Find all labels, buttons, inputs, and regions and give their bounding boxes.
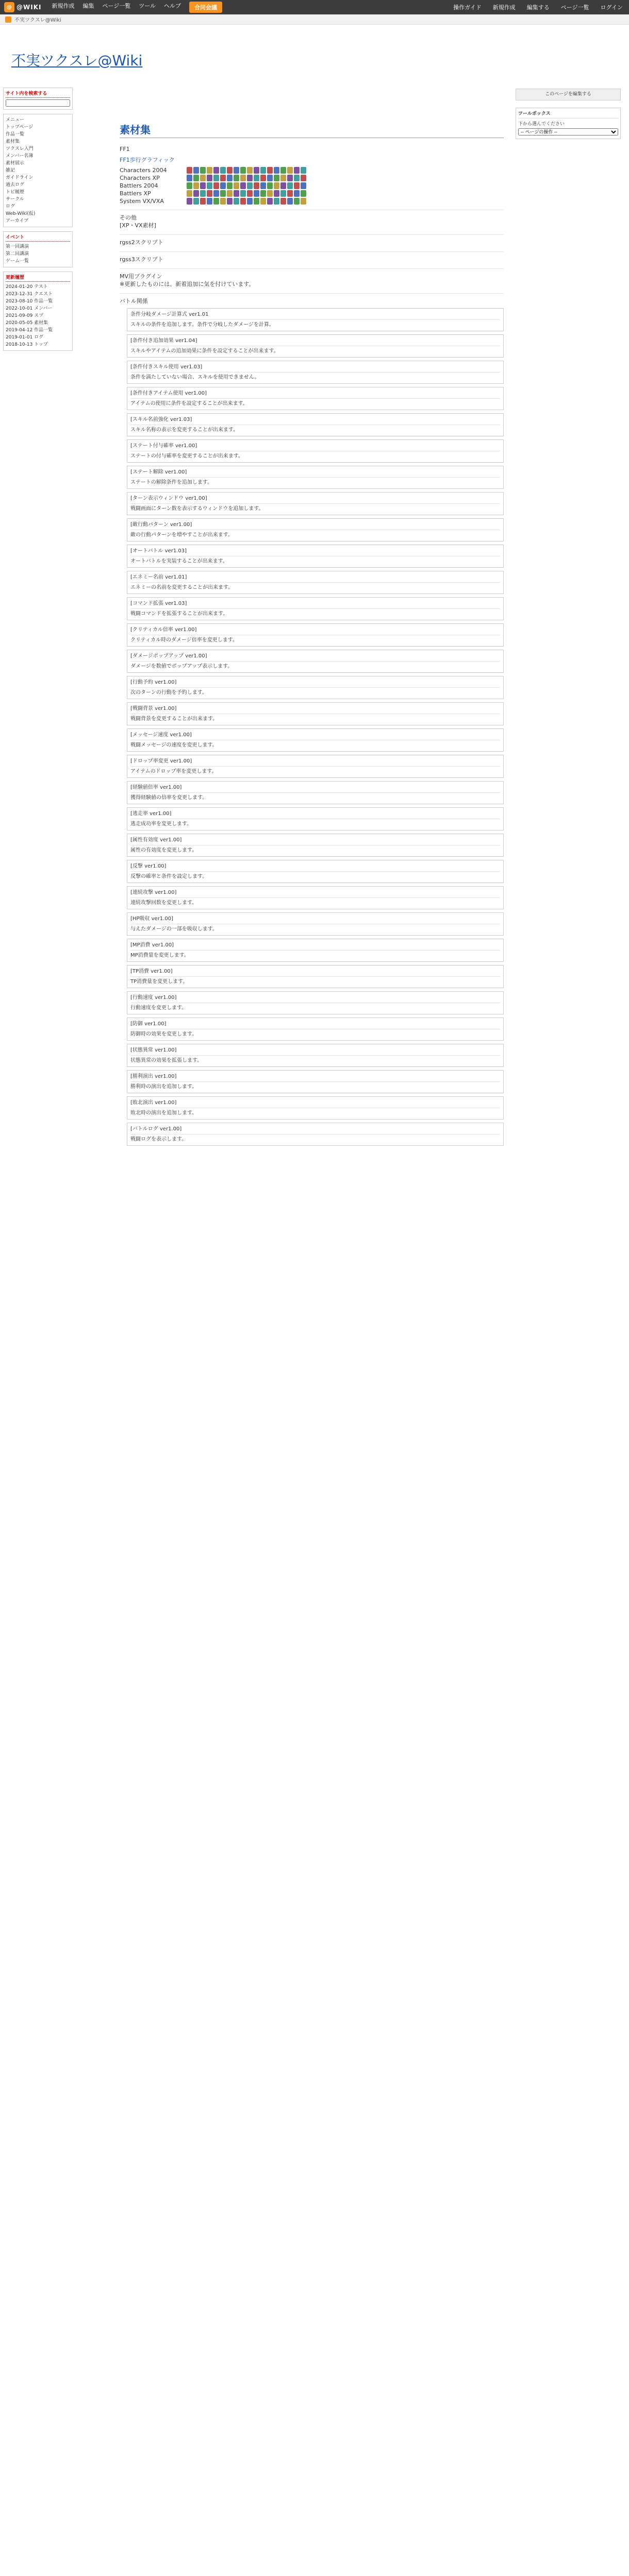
script-title[interactable]: [MP消費 ver1.00] [130,941,500,951]
script-item [127,545,504,568]
script-desc: 獲得経験値の倍率を変更します。 [130,795,208,801]
sprite-icon [187,175,192,181]
history-box [3,272,73,351]
history-item[interactable]: 2023-08-10 作品一覧 [6,299,53,304]
search-input[interactable] [6,99,70,107]
script-desc: 勝利時の演出を追加します。 [130,1084,197,1090]
script-item [127,834,504,857]
character-label: System VX/VXA [120,198,164,205]
history-item[interactable]: 2018-10-13 トップ [6,342,48,347]
script-item [127,991,504,1014]
sprite-icon [294,198,300,205]
script-desc: クリティカル時のダメージ倍率を変更します。 [130,637,238,643]
script-item [127,308,504,331]
script-title[interactable]: [戦闘背景 ver1.00] [130,705,500,714]
nav-item[interactable]: 作品一覧 [6,132,25,137]
character-row [120,167,504,174]
sprite-icon [254,167,259,174]
sprite-icon [240,175,246,181]
sprite-icon [254,198,259,205]
character-rows [120,167,504,205]
script-desc: 連続攻撃回数を変更します。 [130,900,197,906]
sprite-icon [280,175,286,181]
sprite-icon [227,175,233,181]
event-list [6,243,70,265]
script-item [127,1044,504,1067]
sprite-icon [200,198,206,205]
top-bar [0,0,629,14]
sprite-icon [254,175,259,181]
nav-item[interactable]: 素材集 [6,139,20,144]
nav-item[interactable]: Web-Wiki(仮) [6,211,36,216]
script-title[interactable]: [条件付き追加効果 ver1.04] [130,337,500,346]
sprite-icon [240,198,246,205]
script-title[interactable]: [行動速度 ver1.00] [130,994,500,1003]
character-row [120,182,504,189]
sprite-icon [254,190,259,197]
menu-pages[interactable]: ページ一覧 [102,3,131,9]
sprite-icon [267,182,273,189]
script-item [127,781,504,804]
event-title: イベント [6,234,70,242]
ff1-link[interactable]: FF1歩行グラフィック [120,157,175,163]
script-item [127,623,504,647]
script-title[interactable]: [クリティカル倍率 ver1.00] [130,626,500,635]
sprite-icon [207,190,212,197]
section-rgss3: rgss3スクリプト [120,251,504,263]
sprite-icon [187,167,192,174]
page-action-select[interactable] [518,128,618,135]
sprite-icon [274,182,279,189]
script-title[interactable]: [コマンド拡張 ver1.03] [130,600,500,609]
script-desc: 防御時の効果を変更します。 [130,1031,197,1037]
sprite-icon [200,182,206,189]
section-mv: MV用プラグイン [120,268,504,280]
sprite-icon [294,182,300,189]
sprite-icon [234,167,239,174]
script-title[interactable]: [メッセージ速度 ver1.00] [130,731,500,740]
nav-item[interactable]: ログ [6,204,15,209]
nav-item[interactable]: 過去ログ [6,182,25,188]
script-title[interactable]: [ダメージポップアップ ver1.00] [130,652,500,662]
search-box [3,88,73,110]
script-title[interactable]: [スキル名前強化 ver1.03] [130,416,500,425]
history-item[interactable]: 2022-10-01 メンバー [6,306,53,311]
script-title[interactable]: [敵行動パターン ver1.00] [130,521,500,530]
script-desc: 行動速度を変更します。 [130,1005,187,1011]
nav-item[interactable]: トップページ [6,125,34,130]
search-title: サイト内を検索する [6,90,70,98]
nav-item[interactable]: サークル [6,197,24,202]
sprite-icon [301,198,306,205]
script-title[interactable]: [条件付きスキル使用 ver1.03] [130,363,500,372]
script-title[interactable]: [エネミー名前 ver1.01] [130,573,500,583]
right-bar [516,89,621,139]
sprite-icon [234,175,239,181]
script-item [127,1123,504,1146]
menu-tools[interactable]: ツール [139,3,156,9]
sprite-icon [260,175,266,181]
script-title[interactable]: [経験値倍率 ver1.00] [130,784,500,793]
toolbox-panel [516,108,621,139]
history-title: 更新履歴 [6,274,70,282]
script-item [127,807,504,831]
atwiki-logo-icon[interactable]: @ [4,2,14,12]
sprite-icon [213,175,219,181]
history-list [6,283,70,348]
site-title[interactable]: 不実ツクスレ@Wiki [11,52,143,69]
script-title[interactable]: [条件付きアイテム使用 ver1.00] [130,389,500,399]
script-title[interactable]: [ステート付与確率 ver1.00] [130,442,500,451]
script-desc: ステートの付与確率を変更することが出来ます。 [130,453,243,459]
script-title[interactable]: [ターン表示ウィンドウ ver1.00] [130,495,500,504]
character-label: Battlers 2004 [120,182,158,189]
section-rgss2: rgss2スクリプト [120,234,504,246]
sprite-icon [213,167,219,174]
sprite-icon [274,198,279,205]
top-menu [52,2,230,13]
sprite-icon [187,198,192,205]
script-item [127,860,504,883]
event-item[interactable]: 第二回講演 [6,251,29,257]
top-right-menu [442,3,623,11]
script-item [127,755,504,778]
sprite-icon [267,198,273,205]
sprite-icon [207,167,212,174]
script-desc: アイテムの使用に条件を設定することが出来ます。 [130,401,248,406]
script-item [127,466,504,489]
sprite-icon [287,175,293,181]
sprite-icon [247,198,253,205]
sub-site-name[interactable]: 不実ツクスレ@Wiki [14,18,61,23]
sprite-icon [193,167,199,174]
brand-name[interactable]: @WIKI [16,4,42,11]
script-desc: 属性の有効度を変更します。 [130,848,197,853]
script-item [127,597,504,620]
script-desc: 戦闘背景を変更することが出来ます。 [130,716,218,722]
sprite-icon [227,167,233,174]
sprite-icon [260,198,266,205]
script-item [127,1070,504,1093]
sprite-icon [267,167,273,174]
sprite-icon [301,167,306,174]
script-desc: スキルやアイテムの追加効果に条件を設定することが出来ます。 [130,348,279,354]
script-desc: スキルの条件を追加します。条件で分岐したダメージを計算。 [130,322,274,328]
event-item[interactable]: 第一回講演 [6,244,29,249]
new-link[interactable]: 新規作成 [492,4,516,11]
history-item[interactable]: 2024-01-20 テスト [6,284,48,290]
script-title[interactable]: [バトルログ ver1.00] [130,1125,500,1134]
script-desc: MP消費量を変更します。 [130,953,189,958]
update-note: ※更新したものには、新着追加に気を付けています。 [120,281,255,287]
script-title[interactable]: [オートバトル ver1.03] [130,547,500,556]
sprite-icon [287,198,293,205]
script-list [120,308,504,1146]
sprite-icon [301,182,306,189]
script-desc: TP消費量を変更します。 [130,979,188,985]
toolbox-title: ツールボックス [518,110,618,118]
script-item [127,676,504,699]
nav-item[interactable]: トピ履歴 [6,190,25,195]
script-item [127,702,504,725]
sprite-icon [220,198,226,205]
script-desc: 敵の行動パターンを増やすことが出来ます。 [130,532,233,538]
sprite-icon [267,190,273,197]
script-title[interactable]: 条件分岐ダメージ計算式 ver1.01 [130,311,500,320]
script-item [127,439,504,463]
sprite-icon [240,182,246,189]
nav-item[interactable]: メニュー [6,117,25,123]
history-item[interactable]: 2023-12-31 クエスト [6,292,53,297]
script-item [127,728,504,752]
script-item [127,912,504,936]
sprite-icon [213,182,219,189]
script-desc: 次のターンの行動を予約します。 [130,690,207,696]
script-item [127,1018,504,1041]
event-item[interactable]: ゲーム一覧 [6,259,29,264]
script-desc: 戦闘メッセージの速度を変更します。 [130,742,218,748]
sprite-icon [200,190,206,197]
script-desc: ステートの解除条件を追加します。 [130,480,212,485]
section-ff1: FF1 [120,146,130,152]
script-desc: スキル名称の表示を変更することが出来ます。 [130,427,239,433]
script-title[interactable]: [勝利演出 ver1.00] [130,1073,500,1082]
sprite-icon [220,182,226,189]
script-desc: 敗北時の演出を追加します。 [130,1110,197,1116]
section-other: その他 [120,210,504,222]
sprite-icon [227,198,233,205]
history-item[interactable]: 2019-04-12 作品一覧 [6,328,53,333]
sprite-icon [213,198,219,205]
sprite-icon [207,182,212,189]
sprite-icon [274,167,279,174]
sprite-icon [260,190,266,197]
script-title[interactable]: [状態異常 ver1.00] [130,1046,500,1056]
nav-item[interactable]: ツクスレ入門 [6,146,34,151]
sprite-icon [294,167,300,174]
menu-help[interactable]: ヘルプ [164,3,181,9]
script-desc: 戦闘画面にターン数を表示するウィンドウを追加します。 [130,506,264,512]
sprite-icon [213,190,219,197]
sprite-icon [187,190,192,197]
script-item [127,1096,504,1120]
sprite-icon [247,182,253,189]
script-title[interactable]: [ドロップ率変更 ver1.00] [130,757,500,767]
sprite-icon [193,198,199,205]
edit-page-button[interactable]: このページを編集する [516,89,621,100]
history-item[interactable]: 2021-09-09 スプ [6,313,44,318]
menu-box [3,114,73,227]
site-icon [5,16,11,23]
edit-link[interactable]: 編集する [526,4,550,11]
guide-link[interactable]: 操作ガイド [453,4,482,11]
sprite-icon [247,167,253,174]
sprite-icon [234,182,239,189]
sprite-icon [187,182,192,189]
nav-item[interactable]: メンバー名簿 [6,154,34,159]
script-item [127,387,504,410]
main-content [120,122,504,1149]
nav-item[interactable]: アーカイブ [6,218,29,224]
pages-link[interactable]: ページ一覧 [560,4,589,11]
sprite-icon [301,175,306,181]
script-desc: 条件を満たしていない場合、スキルを使用できません。 [130,375,260,380]
script-title[interactable]: [逃走率 ver1.00] [130,810,500,819]
nav-item[interactable]: 雑記 [6,168,15,173]
sprite-icon [287,167,293,174]
script-item [127,965,504,988]
script-title[interactable]: [防御 ver1.00] [130,1020,500,1029]
sprite-icon [280,190,286,197]
sprite-icon [240,190,246,197]
menu-edit[interactable]: 編集 [82,3,94,9]
sprite-icon [287,182,293,189]
script-item [127,413,504,436]
sprite-icon [280,182,286,189]
sprite-icon [247,190,253,197]
character-row [120,190,504,197]
script-title[interactable]: [HP吸収 ver1.00] [130,915,500,924]
sprite-icon [294,175,300,181]
script-desc: 戦闘コマンドを拡張することが出来ます。 [130,611,228,617]
script-desc: オートバトルを実装することが出来ます。 [130,558,228,564]
sprite-icon [234,198,239,205]
sprite-icon [227,182,233,189]
sprite-icon [200,167,206,174]
nav-item[interactable]: ガイドライン [6,175,34,180]
character-label: Battlers XP [120,190,151,197]
script-title[interactable]: [TP消費 ver1.00] [130,968,500,977]
nav-item[interactable]: 素材展示 [6,161,25,166]
character-label: Characters 2004 [120,167,167,174]
sprite-icon [193,175,199,181]
login-link[interactable]: ログイン [600,4,623,11]
sprite-icon [193,182,199,189]
sprite-icon [301,190,306,197]
sprite-icon [260,167,266,174]
sprite-icon [254,182,259,189]
sub-bar [0,14,629,25]
script-title[interactable]: [敗北演出 ver1.00] [130,1099,500,1108]
sprite-icon [260,182,266,189]
script-item [127,650,504,673]
menu-list [6,116,70,225]
history-item[interactable]: 2020-05-05 素材集 [6,320,48,326]
sprite-icon [227,190,233,197]
script-item [127,361,504,384]
script-item [127,334,504,358]
sprite-icon [207,175,212,181]
sprite-icon [220,190,226,197]
script-title[interactable]: [ステート解除 ver1.00] [130,468,500,478]
left-nav [3,88,73,355]
sprite-icon [280,167,286,174]
script-title[interactable]: [反撃 ver1.00] [130,862,500,872]
script-desc: 逃走成功率を変更します。 [130,821,192,827]
sprite-icon [267,175,273,181]
sprite-icon [200,175,206,181]
xp-label: [XP・VX素材] [120,222,156,229]
script-desc: 反撃の確率と条件を設定します。 [130,874,208,879]
character-row [120,175,504,181]
sprite-icon [240,167,246,174]
sprite-icon [287,190,293,197]
script-title[interactable]: [属性有効度 ver1.00] [130,836,500,845]
history-item[interactable]: 2019-01-01 ログ [6,335,44,340]
sprite-icon [280,198,286,205]
toolbox-text: 下から選んでください [518,122,565,127]
script-item [127,518,504,541]
section-battle: バトル関係 [120,293,504,305]
script-item [127,492,504,515]
menu-new[interactable]: 新規作成 [52,3,75,9]
sprite-icon [294,190,300,197]
sprite-icon [193,190,199,197]
sprite-icon [220,167,226,174]
script-item [127,939,504,962]
sprite-icon [274,175,279,181]
script-item [127,571,504,594]
script-title[interactable]: [行動予約 ver1.00] [130,679,500,688]
page-title: 素材集 [120,122,504,138]
script-desc: エネミーの名前を変更することが出来ます。 [130,585,234,590]
edit-button[interactable]: 合同会議 [189,2,222,13]
script-title[interactable]: [連続攻撃 ver1.00] [130,889,500,898]
script-desc: 戦闘ログを表示します。 [130,1137,187,1142]
sprite-icon [207,198,212,205]
sprite-icon [274,190,279,197]
script-item [127,886,504,909]
script-desc: 与えたダメージの一部を吸収します。 [130,926,218,932]
character-label: Characters XP [120,175,160,181]
event-box [3,231,73,267]
script-desc: 状態異常の効果を拡張します。 [130,1058,203,1063]
character-row [120,198,504,205]
sprite-icon [220,175,226,181]
script-desc: アイテムのドロップ率を変更します。 [130,769,217,774]
script-desc: ダメージを数値でポップアップ表示します。 [130,664,233,669]
sprite-icon [234,190,239,197]
sprite-icon [247,175,253,181]
